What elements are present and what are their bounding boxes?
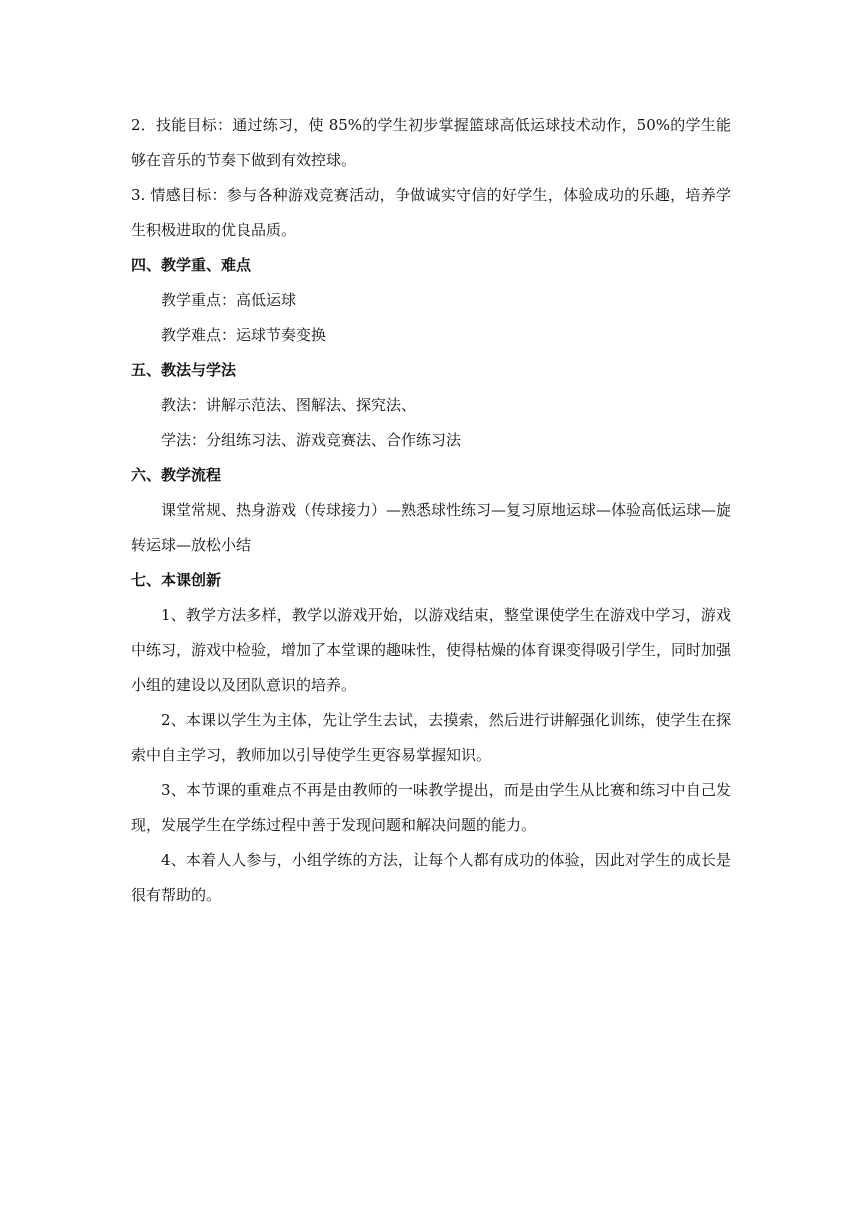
- teaching-flow-paragraph: 课堂常规、热身游戏（传球接力）—熟悉球性练习—复习原地运球—体验高低运球—旋转运球—放松小结: [131, 501, 732, 554]
- section-heading-methods: 五、教法与学法: [131, 361, 237, 379]
- learning-method-line: 学法：分组练习法、游戏竞赛法、合作练习法: [161, 431, 462, 449]
- difficult-point-line: 教学难点：运球节奏变换: [161, 326, 327, 344]
- innovation-point-2: 2、本课以学生为主体，先让学生去试，去摸索，然后进行讲解强化训练，使学生在探索中自主学习，教师加以引导使学生更容易掌握知识。: [131, 711, 731, 764]
- section-heading-innovation: 七、本课创新: [131, 571, 222, 589]
- teaching-method-line: 教法：讲解示范法、图解法、探究法、: [161, 396, 417, 414]
- innovation-point-3: 3、本节课的重难点不再是由教师的一味教学提出，而是由学生从比赛和练习中自己发现，发展学生在学练过程中善于发现问题和解决问题的能力。: [131, 781, 731, 834]
- section-heading-key-points: 四、教学重、难点: [131, 256, 252, 274]
- innovation-point-4: 4、本着人人参与，小组学练的方法，让每个人都有成功的体验，因此对学生的成长是很有帮助的。: [131, 851, 731, 904]
- innovation-point-1: 1、教学方法多样，教学以游戏开始，以游戏结束，整堂课使学生在游戏中学习，游戏中练习，游戏中检验，增加了本堂课的趣味性，使得枯燥的体育课变得吸引学生，同时加强小组的建设以及团队意识的培养。: [131, 606, 732, 694]
- key-point-line: 教学重点：高低运球: [161, 291, 297, 309]
- section-heading-flow: 六、教学流程: [131, 466, 222, 484]
- document-body: [131, 108, 731, 913]
- skill-goal-paragraph: 2．技能目标：通过练习，使 85%的学生初步掌握篮球高低运球技术动作，50%的学生能够在音乐的节奏下做到有效控球。: [131, 116, 731, 169]
- emotion-goal-paragraph: 3. 情感目标：参与各种游戏竞赛活动，争做诚实守信的好学生，体验成功的乐趣，培养学生积极进取的优良品质。: [131, 186, 731, 239]
